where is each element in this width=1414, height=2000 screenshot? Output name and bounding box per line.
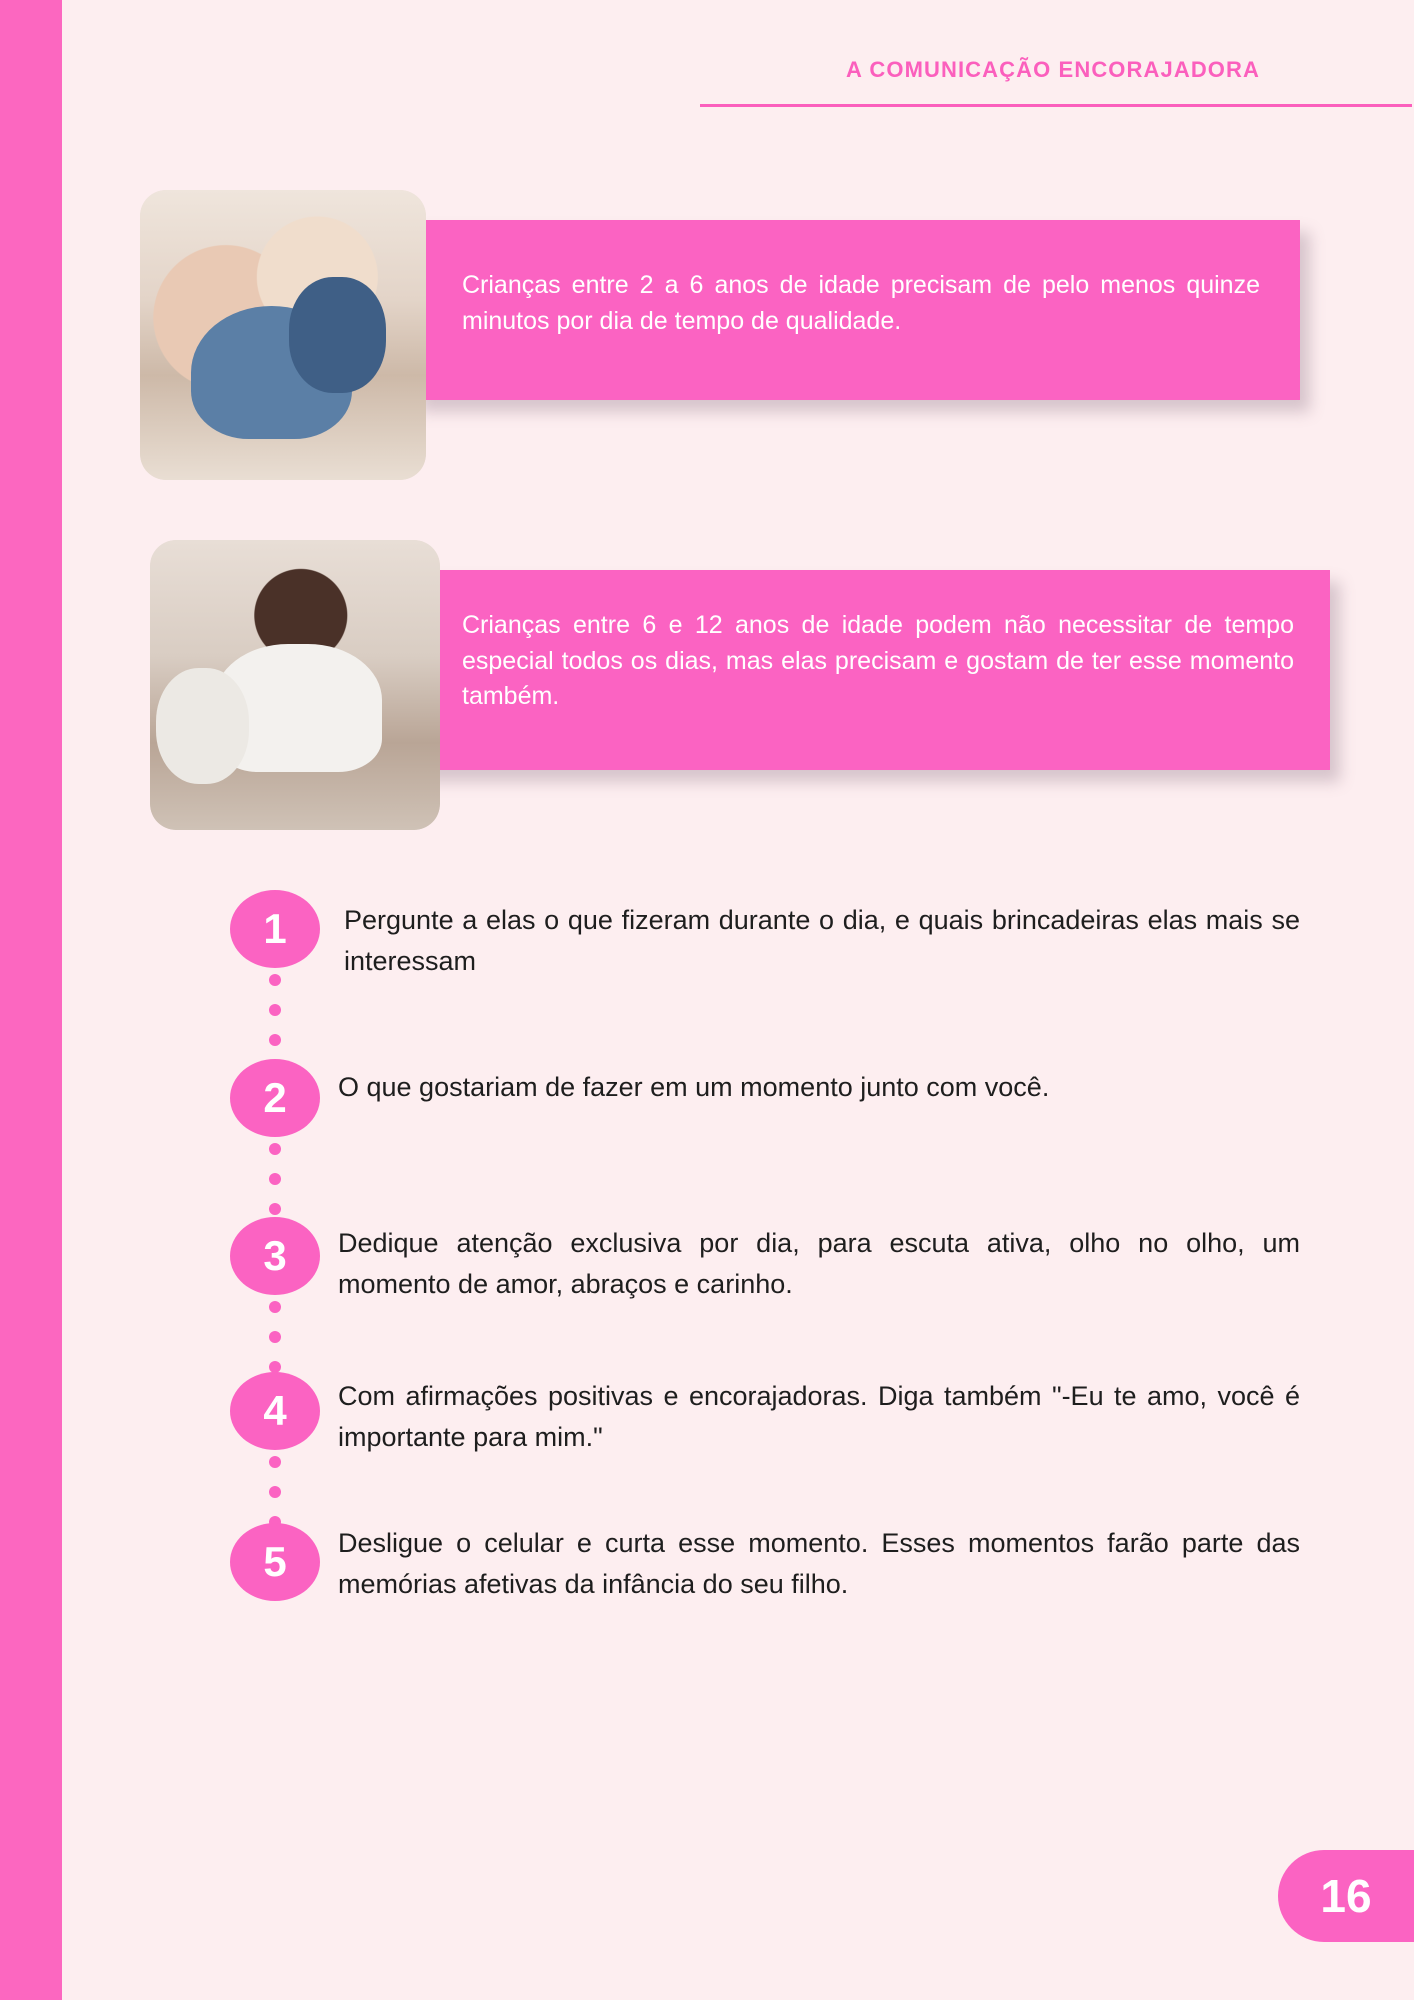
step-number-badge: 2 [230, 1059, 320, 1137]
info-card-text: Crianças entre 6 e 12 anos de idade podem não necessitar de tempo especial todos os dias, mas elas precisam e gostam de ter esse momento também. [462, 611, 1294, 710]
step-item [230, 1372, 1300, 1457]
connector-dot [269, 1486, 281, 1498]
info-card-text: Crianças entre 2 a 6 anos de idade precisam de pelo menos quinze minutos por dia de tempo de qualidade. [462, 271, 1260, 335]
step-text: Com afirmações positivas e encorajadoras. Diga também "-Eu te amo, você é importante para mim." [338, 1381, 1300, 1452]
step-bullet-column [230, 1059, 338, 1137]
step-number-badge: 1 [230, 890, 320, 968]
connector-dot [269, 1456, 281, 1468]
step-number-badge: 3 [230, 1217, 320, 1295]
step-item [230, 1217, 1300, 1304]
step-number-badge: 5 [230, 1523, 320, 1601]
connector-dot [269, 1331, 281, 1343]
connector-dot [269, 1203, 281, 1215]
connector-dot [269, 1034, 281, 1046]
step-text: Dedique atenção exclusiva por dia, para escuta ativa, olho no olho, um momento de amor, abraços e carinho. [338, 1228, 1300, 1299]
father-playing-with-children-photo [150, 540, 440, 830]
connector-dot [269, 1301, 281, 1313]
step-connector-dots [269, 974, 281, 1064]
connector-dot [269, 1004, 281, 1016]
step-bullet-column [230, 1523, 338, 1601]
connector-dot [269, 974, 281, 986]
step-bullet-column [230, 890, 338, 968]
header-divider [700, 104, 1412, 107]
steps-list [230, 890, 1300, 1604]
page-number-badge: 16 [1278, 1850, 1414, 1942]
step-text: Desligue o celular e curta esse momento. Esses momentos farão parte das memórias afetivas da infância do seu filho. [338, 1528, 1300, 1599]
mother-hugging-toddler-photo [140, 190, 426, 480]
info-card-2-6-anos [140, 190, 1270, 420]
page-title: A COMUNICAÇÃO ENCORAJADORA [845, 57, 1260, 82]
left-accent-bar [0, 0, 62, 2000]
step-item [230, 1523, 1300, 1604]
step-item [230, 1059, 1300, 1137]
step-item [230, 890, 1300, 981]
connector-dot [269, 1143, 281, 1155]
step-text: Pergunte a elas o que fizeram durante o dia, e quais brincadeiras elas mais se interessam [344, 905, 1300, 976]
photo-illustration [140, 190, 426, 480]
photo-illustration [150, 540, 440, 830]
info-card-band [410, 220, 1300, 400]
page-header [700, 58, 1260, 82]
step-number-badge: 4 [230, 1372, 320, 1450]
step-text: O que gostariam de fazer em um momento junto com você. [338, 1072, 1050, 1102]
step-bullet-column [230, 1372, 338, 1450]
info-card-band [410, 570, 1330, 770]
connector-dot [269, 1173, 281, 1185]
info-card-6-12-anos [140, 540, 1294, 790]
step-bullet-column [230, 1217, 338, 1295]
